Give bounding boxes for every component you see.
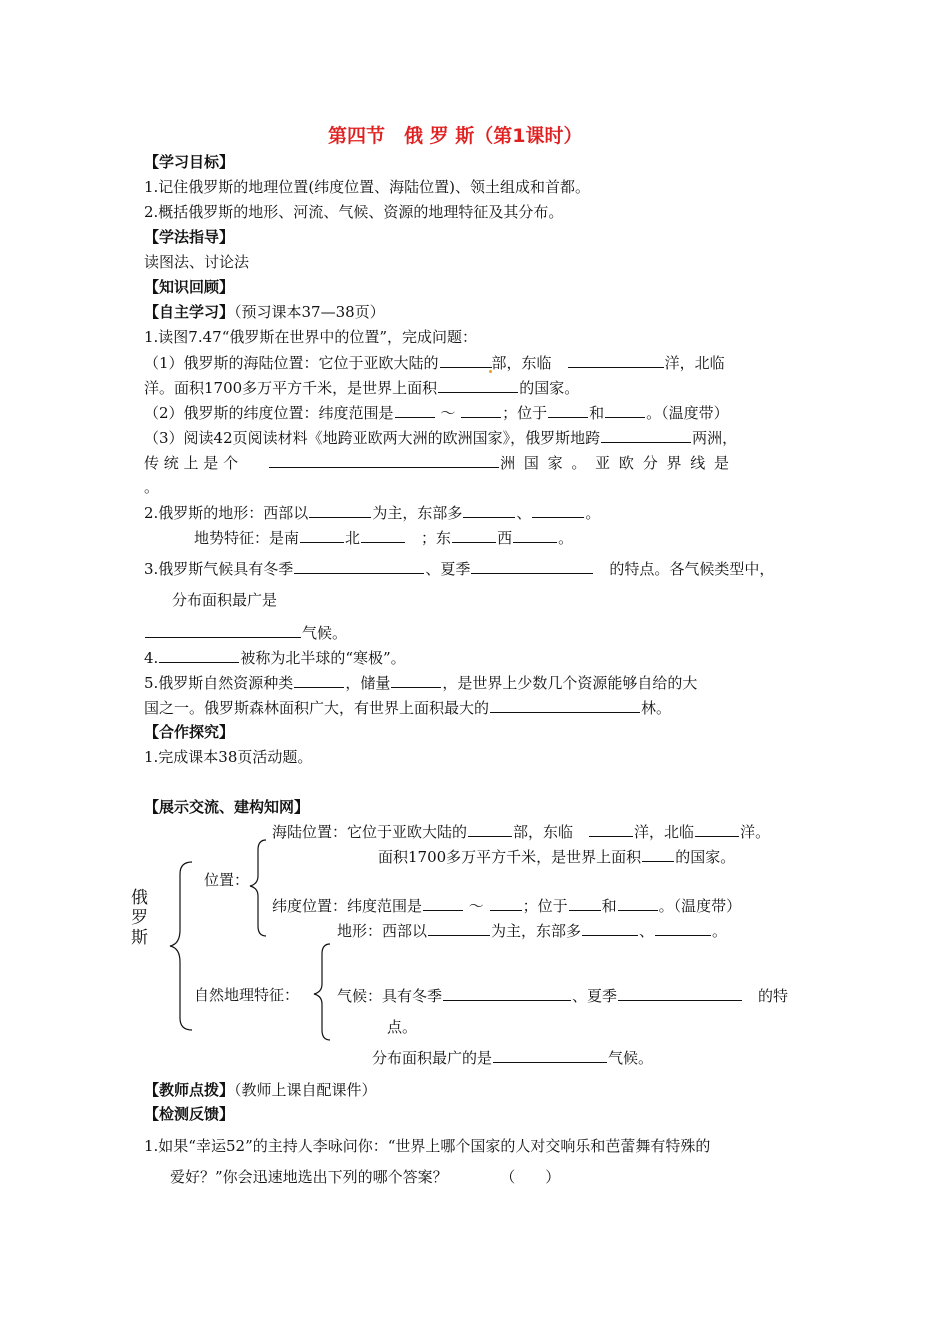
map-blank-winter[interactable]: [443, 985, 571, 1001]
q1-3-line1: （3）阅读42页阅读材料《地跨亚欧两大洲的欧洲国家》，俄罗斯地跨 两洲，: [144, 429, 738, 447]
goal-1: 1.记住俄罗斯的地理位置(纬度位置、海陆位置)、领土组成和首都。: [144, 178, 591, 196]
q1-3-line3: 。: [144, 478, 160, 496]
map-position: 位置：: [204, 871, 250, 889]
goal-2: 2.概括俄罗斯的地形、河流、气候、资源的地理特征及其分布。: [144, 203, 564, 221]
section-method: 【学法指导】: [144, 228, 235, 246]
map-blank-east[interactable]: [589, 821, 633, 837]
feedback-q1-line2: 爱好？”你会迅速地选出下列的哪个答案？ （ ）: [170, 1168, 561, 1186]
q3-line3: 气候。: [144, 622, 347, 643]
method-text: 读图法、讨论法: [144, 253, 250, 271]
q1-2-line: （2）俄罗斯的纬度位置：纬度范围是 ～ ；位于 和 。（温度带）: [144, 404, 729, 422]
q1-3-line2: 传 统 上 是 个 洲 国 家 。 亚 欧 分 界 线 是: [144, 454, 732, 472]
map-blank-lat-to[interactable]: [490, 895, 522, 911]
map-climate-line1: 气候：具有冬季 、夏季 的特: [337, 987, 789, 1005]
map-blank-east-2[interactable]: [655, 920, 711, 936]
map-lat-line: 纬度位置：纬度范围是 ～ ；位于 和 。（温度带）: [272, 897, 742, 915]
map-blank-summer[interactable]: [618, 985, 742, 1001]
map-climate-line3: 分布面积最广的是 气候。: [372, 1049, 654, 1067]
section-review: 【知识回顾】: [144, 278, 235, 296]
q2-line2: 地势特征：是南 北 ；东 西 。: [194, 529, 574, 547]
map-root: 俄 罗 斯: [131, 888, 148, 948]
section-goals: 【学习目标】: [144, 153, 235, 171]
map-blank-part[interactable]: [468, 821, 512, 837]
section-self-study: 【自主学习】: [144, 303, 235, 321]
nature-brace: [314, 944, 330, 1040]
map-blank-west[interactable]: [428, 920, 490, 936]
map-blank-area[interactable]: [642, 846, 674, 862]
map-area-line: 面积1700多万平方千米，是世界上面积 的国家。: [378, 848, 736, 866]
q5-line1: 5.俄罗斯自然资源种类 ，储量 ，是世界上少数几个资源能够自给的大: [144, 674, 698, 692]
map-blank-zone-2[interactable]: [618, 895, 658, 911]
map-sea-line: 海陆位置：它位于亚欧大陆的 部，东临 洋，北临 洋。: [272, 823, 771, 841]
q3-line1: 3.俄罗斯气候具有冬季 、夏季 的特点。各气候类型中，: [144, 560, 775, 578]
map-blank-north[interactable]: [695, 821, 739, 837]
q1-intro: 1.读图7.47“俄罗斯在世界中的位置”，完成问题：: [144, 328, 478, 346]
feedback-q1-line1: 1.如果“幸运52”的主持人李咏问你：“世界上哪个国家的人对交响乐和芭蕾舞有特殊的: [144, 1137, 711, 1155]
coop-1: 1.完成课本38页活动题。: [144, 748, 313, 766]
teacher-line: [144, 1080, 377, 1100]
map-terrain-line: 地形：西部以 为主，东部多 、 。: [337, 922, 728, 940]
q3-line2: 分布面积最广是: [172, 591, 278, 609]
section-feedback: 【检测反馈】: [144, 1105, 235, 1123]
map-nature: 自然地理特征：: [194, 986, 300, 1004]
q5-line2: 国之一。俄罗斯森林面积广大，有世界上面积最大的 林。: [144, 699, 672, 717]
q4-line: 4. 被称为北半球的“寒极”。: [144, 649, 406, 667]
q1-1-line2: 洋。面积1700多万平方千米，是世界上面积 的国家。: [144, 379, 580, 397]
q2-line1: 2.俄罗斯的地形：西部以 为主，东部多 、 。: [144, 504, 601, 522]
map-blank-zone-1[interactable]: [569, 895, 601, 911]
section-display: 【展示交流、建构知网】: [144, 798, 310, 816]
page-title: 第四节 俄 罗 斯（第1课时）: [328, 125, 583, 147]
map-blank-lat-from[interactable]: [423, 895, 463, 911]
map-blank-east-1[interactable]: [582, 920, 638, 936]
section-cooperation: 【合作探究】: [144, 723, 235, 741]
position-brace: [250, 840, 266, 936]
map-blank-widest[interactable]: [493, 1047, 607, 1063]
map-climate-line2: 点。: [387, 1018, 418, 1036]
q1-1-line1: （1）俄罗斯的海陆位置：它位于亚欧大陆的 部，东临 洋，北临: [144, 354, 725, 372]
answer-parens[interactable]: （ ）: [507, 1168, 561, 1186]
teacher-note: （教师上课自配课件）: [234, 1081, 377, 1099]
section-teacher: 【教师点拨】: [144, 1081, 235, 1099]
self-study-note: （预习课本37—38页）: [234, 303, 385, 321]
root-brace: [170, 862, 192, 1030]
